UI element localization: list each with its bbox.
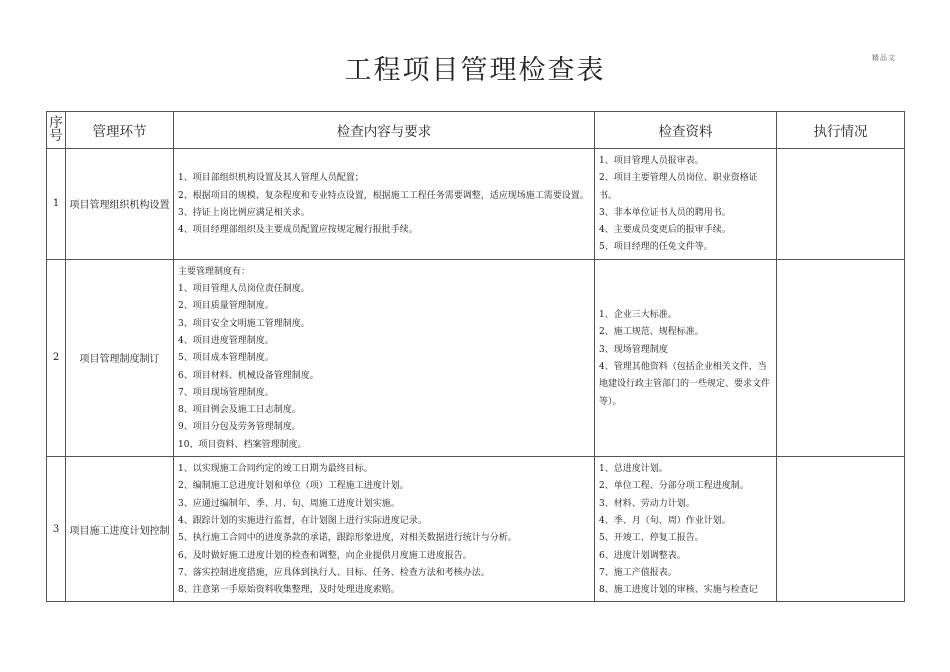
requirement-item: 2、编制施工总进度计划和单位（项）工程施工进度计划。 bbox=[178, 481, 409, 492]
document-item: 3、材料、劳动力计划。 bbox=[599, 498, 695, 509]
row-documents bbox=[595, 259, 777, 456]
document-item: 2、单位工程、分部分项工程进度制。 bbox=[599, 481, 749, 492]
row-documents bbox=[595, 457, 777, 602]
header-no: 序号 bbox=[47, 112, 66, 149]
row-number: 1 bbox=[47, 149, 66, 260]
document-item: 5、开竣工、停复工报告。 bbox=[599, 533, 704, 544]
row-stage: 项目管理组织机构设置 bbox=[66, 149, 174, 260]
requirement-item: 2、根据项目的规模、复杂程度和专业特点设置，根据施工工程任务需要调整，适应现场施工需要设置。 bbox=[178, 190, 589, 201]
requirement-item: 9、项目分包及劳务管理制度。 bbox=[178, 422, 301, 433]
requirement-item: 4、项目进度管理制度。 bbox=[178, 335, 274, 346]
row-requirements bbox=[174, 149, 595, 260]
row-status bbox=[777, 149, 905, 260]
document-item: 3、现场管理制度 bbox=[599, 344, 668, 355]
table-row bbox=[47, 457, 905, 602]
requirement-item: 4、项目经理部组织及主要成员配置应按规定履行报批手续。 bbox=[178, 225, 418, 236]
row-status bbox=[777, 457, 905, 602]
table-row bbox=[47, 149, 905, 260]
requirement-item: 8、项目例会及施工日志制度。 bbox=[178, 405, 301, 416]
table-header-row bbox=[47, 112, 905, 149]
row-stage: 项目管理制度制订 bbox=[66, 259, 174, 456]
document-item: 7、施工产值报表。 bbox=[599, 567, 677, 578]
requirement-item: 1、项目管理人员岗位责任制度。 bbox=[178, 284, 310, 295]
requirement-item: 4、跟踪计划的实施进行监督，在计划图上进行实际进度记录。 bbox=[178, 515, 427, 526]
document-item: 3、非本单位证书人员的聘用书。 bbox=[599, 207, 731, 218]
row-status bbox=[777, 259, 905, 456]
row-requirements bbox=[174, 259, 595, 456]
row-requirements bbox=[174, 457, 595, 602]
table-row bbox=[47, 259, 905, 456]
document-item: 6、进度计划调整表。 bbox=[599, 550, 686, 561]
document-item: 1、总进度计划。 bbox=[599, 464, 668, 475]
requirement-item: 3、项目安全文明施工管理制度。 bbox=[178, 318, 310, 329]
page-title: 工程项目管理检查表 bbox=[344, 55, 606, 86]
header-stage: 管理环节 bbox=[66, 112, 174, 149]
requirement-item: 5、执行施工合同中的进度条款的承诺，跟踪形象进度，对相关数据进行统计与分析。 bbox=[178, 533, 517, 544]
inspection-table bbox=[46, 111, 905, 602]
document-item: 5、项目经理的任免文件等。 bbox=[599, 242, 713, 253]
document-item: 4、主要成员变更后的报审手续。 bbox=[599, 225, 731, 236]
requirement-item: 5、项目成本管理制度。 bbox=[178, 353, 274, 364]
header-status: 执行情况 bbox=[777, 112, 905, 149]
requirement-item: 主要管理制度有： bbox=[178, 266, 251, 277]
row-number: 3 bbox=[47, 457, 66, 602]
corner-mark: 精品文 bbox=[872, 54, 896, 62]
document-item: 1、企业三大标准。 bbox=[599, 310, 677, 321]
requirement-item: 8、注意第一手原始资料收集整理，及时处理进度索赔。 bbox=[178, 585, 400, 596]
requirement-item: 6、项目材料、机械设备管理制度。 bbox=[178, 370, 319, 381]
requirement-item: 7、落实控制进度措施，应具体到执行人、目标、任务、检查方法和考核办法。 bbox=[178, 567, 490, 578]
requirement-item: 7、项目现场管理制度。 bbox=[178, 387, 274, 398]
requirement-item: 1、以实现施工合同约定的竣工日期为最终目标。 bbox=[178, 464, 373, 475]
row-documents bbox=[595, 149, 777, 260]
requirement-item: 3、应通过编制年、季、月、旬、周施工进度计划实施。 bbox=[178, 498, 400, 509]
requirement-item: 2、项目质量管理制度。 bbox=[178, 301, 274, 312]
header-requirements: 检查内容与要求 bbox=[174, 112, 595, 149]
header-documents: 检查资料 bbox=[595, 112, 777, 149]
requirement-item: 3、持证上岗比例应满足相关求。 bbox=[178, 207, 310, 218]
requirement-item: 6、及时做好施工进度计划的检查和调整，向企业提供月度施工进度报告。 bbox=[178, 550, 472, 561]
row-stage: 项目施工进度计划控制 bbox=[66, 457, 174, 602]
document-item: 2、项目主要管理人员岗位、职业资格证书。 bbox=[599, 173, 758, 201]
requirement-item: 1、项目部组织机构设置及其人管理人员配置； bbox=[178, 173, 364, 184]
document-item: 4、管理其他资料（包括企业相关文件，当地建设行政主管部门的一些规定、要求文件等）。 bbox=[599, 361, 771, 407]
requirement-item: 10、项目资料、档案管理制度。 bbox=[178, 439, 307, 450]
document-item: 4、季、月（旬、周）作业计划。 bbox=[599, 515, 731, 526]
row-number: 2 bbox=[47, 259, 66, 456]
document-item: 1、项目管理人员报审表。 bbox=[599, 156, 704, 166]
document-item: 2、施工规范、规程标准。 bbox=[599, 327, 704, 338]
document-item: 8、施工进度计划的审核、实施与检查记 bbox=[599, 585, 758, 596]
